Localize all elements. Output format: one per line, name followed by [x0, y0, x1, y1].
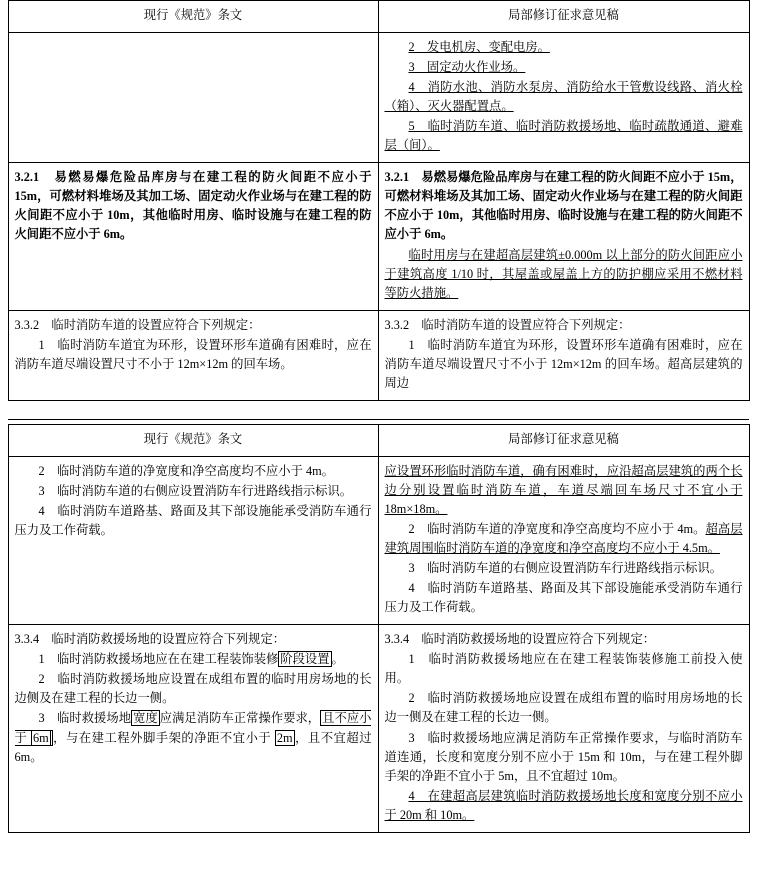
comparison-table-2 — [8, 424, 750, 833]
table-header-row — [8, 1, 749, 33]
clause-text: 3.3.2 临时消防车道的设置应符合下列规定： — [384, 317, 631, 332]
clause-text: 3.3.4 临时消防救援场地的设置应符合下列规定： — [14, 632, 286, 647]
table-row — [8, 625, 749, 832]
clause-text: 3.3.4 临时消防救援场地的设置应符合下列规定： — [384, 632, 656, 647]
list-item: 2 临时消防救援场地应设置在成组布置的临时用房场地的长边一侧及在建工程的长边一侧。 — [384, 691, 743, 725]
list-item: 5 临时消防车道、临时消防救援场地、临时疏散通道、避难层（间）。 — [384, 119, 743, 153]
clause-text: 3.2.1 易燃易爆危险品库房与在建工程的防火间距不应小于 15m，可燃材料堆场及其加工场、固定动火作业场与在建工程的防火间距不应小于 10m，其他临时用房、临时设施与在建工程的防火间距不应小于 6m。 — [384, 170, 743, 242]
cell-current — [8, 625, 378, 832]
cell-revised — [378, 456, 749, 624]
cell-revised — [378, 163, 749, 310]
list-item — [15, 709, 372, 766]
list-item: 2 临时消防救援场地应设置在成组布置的临时用房场地的长边侧及在建工程的长边一侧。 — [14, 672, 372, 706]
list-item: 1 临时消防车道宜为环形，设置环形车道确有困难时，应在消防车道尽端设置尺寸不小于 12m×12m 的回车场。 — [14, 337, 372, 371]
list-item: 3 临时救援场地应满足消防车正常操作要求，与临时消防车道连通，长度和宽度分别不应小于 15m 和 10m，与在建工程外脚手架的净距不宜小于 5m，且不宜超过 10m。 — [384, 730, 743, 783]
clause-text: 3.2.1 易燃易爆危险品库房与在建工程的防火间距不应小于 15m，可燃材料堆场及其加工场、固定动火作业场与在建工程的防火间距不应小于 10m，其他临时用房、临时设施与在建工程的防火间距不应小于 6m。 — [14, 170, 372, 242]
clause-added-text: 临时用房与在建超高层建筑±0.000m 以上部分的防火间距应小于建筑高度 1/10 时，其屋盖或屋盖上方的防护棚应采用不燃材料等防火措施。 — [384, 247, 743, 300]
cell-revised — [378, 625, 749, 832]
list-item-text: 2 临时消防车道的净宽度和净空高度均不应小于 4m。超高层建筑周围临时消防车道的净宽度和净空高度均不应小于 4.5m。 — [384, 522, 743, 556]
table-row — [8, 33, 749, 163]
header-cell-revised: 局部修订征求意见稿 — [378, 424, 749, 456]
list-item — [15, 650, 372, 669]
page-divider — [8, 419, 749, 420]
list-item: 3 临时消防车道的右侧应设置消防车行进路线指示标识。 — [38, 483, 353, 498]
list-item-text: 1 临时消防救援场地应在在建工程装饰装修 阶段设置 。 — [38, 652, 344, 667]
list-item: 4 临时消防车道路基、路面及其下部设施能承受消防车通行压力及工作荷载。 — [14, 503, 372, 538]
list-item: 4 临时消防车道路基、路面及其下部设施能承受消防车通行压力及工作荷载。 — [384, 581, 743, 615]
list-item: 3 固定动火作业场。 — [408, 60, 526, 75]
cell-current — [8, 33, 378, 163]
revision-box: 且不应小于 6m — [14, 711, 372, 745]
table-row — [8, 163, 749, 310]
revision-box: 阶段设置 — [280, 652, 330, 667]
list-item: 2 发电机房、变配电房。 — [408, 40, 550, 55]
revision-box: 2m — [276, 730, 293, 745]
list-item: 4 消防水池、消防水泵房、消防给水干管敷设线路、消火栓（箱）、灭火器配置点。 — [384, 80, 743, 114]
list-item: 1 临时消防车道宜为环形，设置环形车道确有困难时，应在消防车道尽端设置尺寸不小于 12m×12m 的回车场。超高层建筑的周边 — [384, 337, 743, 390]
comparison-table-1 — [8, 0, 750, 401]
clause-added-text: 应设置环形临时消防车道，确有困难时，应沿超高层建筑的两个长边分别设置临时消防车道，车道尽端回车场尺寸不宜小于 18m×18m。 — [384, 463, 743, 516]
list-item: 3 临时消防车道的右侧应设置消防车行进路线指示标识。 — [408, 561, 723, 576]
cell-current — [8, 163, 378, 310]
cell-revised — [378, 33, 749, 163]
table-row — [8, 310, 749, 400]
table-row — [8, 456, 749, 624]
table-header-row — [8, 424, 749, 456]
list-item: 1 临时消防救援场地应在在建工程装饰装修施工前投入使用。 — [384, 652, 743, 686]
header-cell-revised: 局部修订征求意见稿 — [378, 1, 749, 33]
list-item — [385, 520, 743, 558]
cell-current — [8, 456, 378, 624]
revision-underline: 超高层建筑周围临时消防车道的净宽度和净空高度均不应小于 4.5m。 — [384, 522, 743, 556]
revision-box: 宽度 — [133, 711, 158, 726]
revision-box: 6m — [32, 730, 49, 745]
header-cell-current: 现行《规范》条文 — [8, 424, 378, 456]
cell-current — [8, 310, 378, 400]
header-cell-current: 现行《规范》条文 — [8, 1, 378, 33]
page-gap — [0, 401, 757, 415]
list-item: 2 临时消防车道的净宽度和净空高度均不应小于 4m。 — [38, 463, 334, 478]
cell-revised — [378, 310, 749, 400]
list-item-text: 3 临时救援场地 宽度 应满足消防车正常操作要求， 且不应小于 6m ，与在建工程外脚手架的净距不宜小于 2m ，且不宜超过 6m。 — [14, 711, 372, 764]
clause-text: 3.3.2 临时消防车道的设置应符合下列规定： — [14, 317, 261, 332]
clause-added-text: 4 在建超高层建筑临时消防救援场地长度和宽度分别不应小于 20m 和 10m。 — [384, 788, 743, 822]
